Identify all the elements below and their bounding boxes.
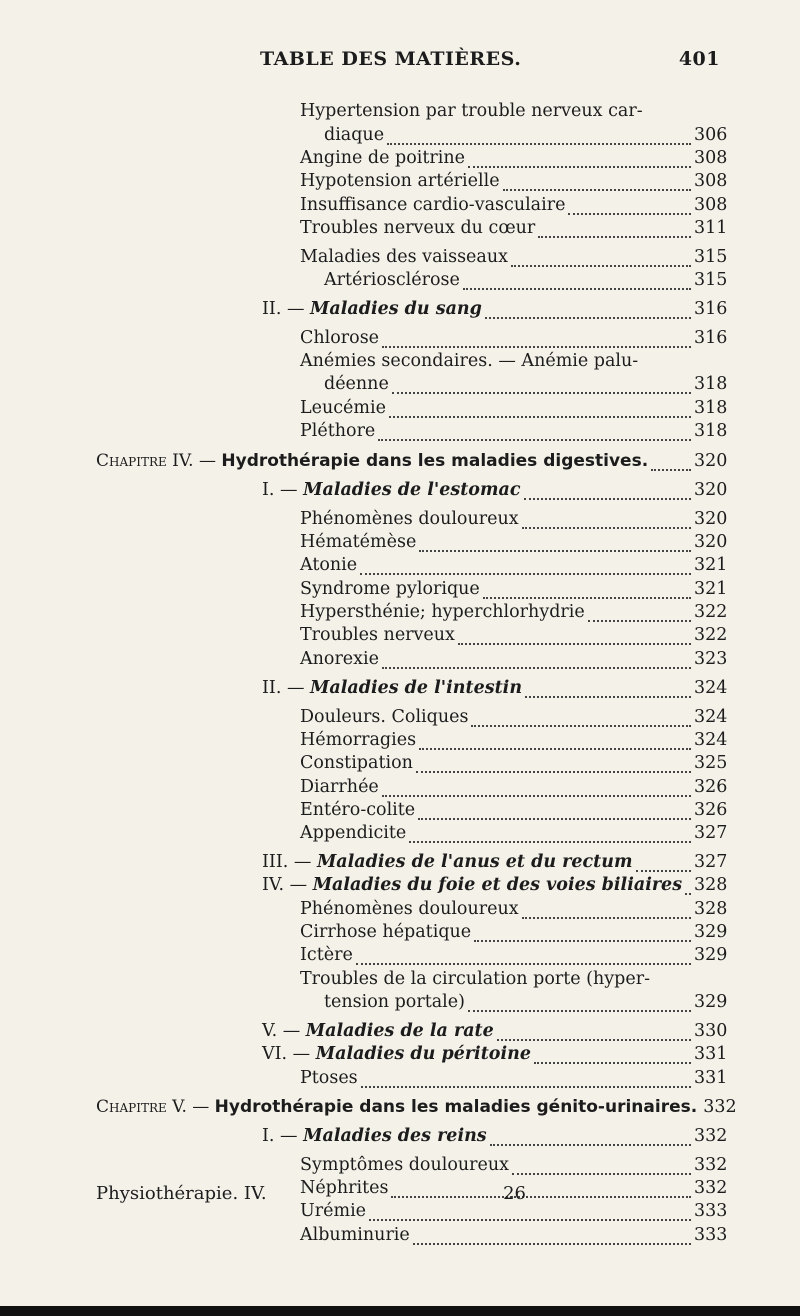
toc-entry-page: 332 (694, 1155, 728, 1175)
leader-dots (524, 484, 692, 500)
toc-entry-page: 320 (694, 532, 728, 552)
toc-entry-label: Appendicite (300, 823, 407, 843)
toc-entry (300, 531, 728, 553)
leader-dots (588, 606, 691, 622)
toc-entry-page: 308 (694, 171, 728, 191)
toc-entry (300, 624, 728, 646)
toc-entry-page: 318 (694, 421, 728, 441)
leader-dots (416, 757, 691, 773)
toc-entry (324, 269, 728, 291)
toc-entry-page: 327 (694, 823, 728, 843)
toc-entry-page: 321 (694, 555, 728, 575)
toc-entry-label: Hypotension artérielle (300, 171, 500, 191)
toc-entry (300, 968, 722, 990)
toc-entry-page: 322 (694, 625, 728, 645)
toc-entry-page: 329 (694, 992, 728, 1012)
leader-dots (490, 1130, 691, 1146)
toc-entry (300, 100, 722, 122)
toc-entry-page: 320 (694, 451, 728, 471)
toc-entry-label: Ptoses (300, 1068, 358, 1088)
toc-entry-label: Anorexie (300, 649, 379, 669)
leader-dots (503, 175, 691, 191)
leader-dots (418, 804, 691, 820)
leader-dots (356, 949, 691, 965)
toc-entry (300, 799, 728, 821)
toc-entry-page: 318 (694, 398, 728, 418)
toc-entry-label: Douleurs. Coliques (300, 707, 469, 727)
toc-entry (262, 677, 728, 699)
toc-entry-label: II. — Maladies de l'intestin (262, 678, 523, 698)
toc-entry-page: 326 (694, 800, 728, 820)
toc-entry-page: 327 (694, 852, 728, 872)
toc-entry (300, 921, 728, 943)
toc-entry-label: Atonie (300, 555, 358, 575)
toc-entry-page: 329 (694, 945, 728, 965)
toc-entry-page: 329 (694, 922, 728, 942)
leader-dots (522, 513, 691, 529)
leader-dots (382, 332, 691, 348)
toc-entry (300, 1154, 728, 1176)
toc-entry-label: Entéro-colite (300, 800, 416, 820)
toc-entry-page: 322 (694, 602, 728, 622)
toc-entry-label: Symptômes douloureux (300, 1155, 510, 1175)
toc-entry (262, 1020, 728, 1042)
toc-entry (262, 1043, 728, 1065)
toc-entry (300, 944, 728, 966)
toc-entry-label: Leucémie (300, 398, 386, 418)
toc-entry-label: Albuminurie (300, 1225, 410, 1245)
toc-entry-page: 328 (694, 875, 728, 895)
leader-dots (419, 536, 691, 552)
toc-entry (300, 752, 728, 774)
leader-dots (382, 781, 691, 797)
toc-entry-label: Hypersthénie; hyperchlorhydrie (300, 602, 585, 622)
toc-entry-page: 332 (694, 1178, 728, 1198)
toc-entry-label: Chapitre V. — Hydrothérapie dans les maladies génito-urinaires. (96, 1097, 698, 1117)
leader-dots (419, 734, 691, 750)
toc-entry-page: 315 (694, 247, 728, 267)
toc-entry-label: Phénomènes douloureux (300, 899, 519, 919)
leader-dots (392, 378, 691, 394)
toc-entry-page: 333 (694, 1201, 728, 1221)
toc-entry (300, 578, 728, 600)
toc-entry-label: Chapitre IV. — Hydrothérapie dans les maladies digestives. (96, 451, 649, 471)
toc-entry-label: Constipation (300, 753, 413, 773)
leader-dots (636, 856, 692, 872)
toc-entry-page: 311 (694, 218, 728, 238)
toc-entry-page: 316 (694, 328, 728, 348)
leader-dots (360, 559, 691, 575)
leader-dots (361, 1072, 691, 1088)
toc-entry-page: 320 (694, 480, 728, 500)
toc-entry (300, 898, 728, 920)
toc-entry-page: 324 (694, 730, 728, 750)
toc-entry-page: 308 (694, 148, 728, 168)
toc-entry (300, 508, 728, 530)
toc-entry-label: Cirrhose hépatique (300, 922, 472, 942)
toc-entry-page: 323 (694, 649, 728, 669)
toc-entry-label: Pléthore (300, 421, 376, 441)
leader-dots (391, 1182, 691, 1198)
toc-entry-page: 315 (694, 270, 728, 290)
toc-entry (300, 246, 728, 268)
toc-entry-page: 333 (694, 1225, 728, 1245)
toc-entry-page: 330 (694, 1021, 728, 1041)
leader-dots (387, 129, 691, 145)
toc-entry-page: 324 (694, 707, 728, 727)
toc-entry-label: Anémies secondaires. — Anémie palu- (300, 351, 639, 371)
toc-entry-page: 316 (694, 299, 728, 319)
leader-dots (522, 903, 691, 919)
leader-dots (471, 711, 691, 727)
leader-dots (468, 152, 691, 168)
toc-entry (300, 648, 728, 670)
toc-entry-label: VI. — Maladies du péritoine (262, 1044, 531, 1064)
toc-entry-page: 332 (703, 1097, 737, 1117)
toc-entry (262, 298, 728, 320)
toc-entry-page: 331 (694, 1068, 728, 1088)
toc-entry-page: 306 (694, 125, 728, 145)
toc-entry-page: 321 (694, 579, 728, 599)
toc-entry-label: Hématémèse (300, 532, 417, 552)
toc-entry-label: Phénomènes douloureux (300, 509, 519, 529)
toc-entry (300, 554, 728, 576)
toc-entry-label: I. — Maladies de l'estomac (262, 480, 521, 500)
toc-entry (324, 373, 728, 395)
toc-entry-page: 328 (694, 899, 728, 919)
leader-dots (369, 1205, 691, 1221)
toc-entry-label: Troubles nerveux (300, 625, 455, 645)
toc-entry (262, 479, 728, 501)
signature-mark: 26 (503, 1183, 526, 1204)
toc-entry-label: Néphrites (300, 1178, 389, 1198)
leader-dots (463, 274, 691, 290)
toc-entry-label: Troubles de la circulation porte (hyper- (300, 969, 650, 989)
toc-entry (300, 729, 728, 751)
running-head-title: TABLE DES MATIÈRES. (260, 48, 522, 70)
toc-entry-label: Urémie (300, 1201, 367, 1221)
toc-entry-label: déenne (324, 374, 389, 394)
leader-dots (497, 1025, 691, 1041)
leader-dots (511, 251, 691, 267)
toc-entry (300, 706, 728, 728)
toc-entry (300, 327, 728, 349)
toc-entry-label: tension portale) (324, 992, 465, 1012)
toc-entry (300, 1224, 728, 1246)
leader-dots (525, 682, 691, 698)
toc-entry-label: V. — Maladies de la rate (262, 1021, 494, 1041)
scan-edge-bar (0, 1306, 800, 1316)
toc-entry (96, 1096, 737, 1118)
toc-entry (324, 991, 728, 1013)
leader-dots (468, 996, 691, 1012)
leader-dots (382, 653, 691, 669)
toc-entry (300, 350, 722, 372)
toc-entry-page: 308 (694, 195, 728, 215)
toc-entry (300, 170, 728, 192)
leader-dots (651, 455, 691, 471)
toc-entry-label: Angine de poitrine (300, 148, 465, 168)
publication-title: Physiothérapie. IV. (96, 1183, 267, 1204)
leader-dots (568, 199, 691, 215)
toc-entry-label: Hypertension par trouble nerveux car- (300, 101, 643, 121)
toc-entry (300, 147, 728, 169)
leader-dots (458, 629, 691, 645)
toc-entry (262, 851, 728, 873)
toc-entry-page: 326 (694, 777, 728, 797)
toc-entry (96, 450, 728, 472)
toc-entry-page: 325 (694, 753, 728, 773)
toc-entry-label: Hémorragies (300, 730, 417, 750)
toc-entry-page: 318 (694, 374, 728, 394)
toc-entry-label: Artériosclérose (324, 270, 460, 290)
toc-entry-label: IV. — Maladies du foie et des voies biliaires (262, 875, 683, 895)
toc-entry (324, 124, 728, 146)
toc-entry-label: Diarrhée (300, 777, 379, 797)
toc-entry-label: Maladies des vaisseaux (300, 247, 508, 267)
toc-entry-label: Troubles nerveux du cœur (300, 218, 536, 238)
leader-dots (483, 583, 691, 599)
leader-dots (512, 1159, 691, 1175)
toc-entry-page: 320 (694, 509, 728, 529)
page-number: 401 (678, 48, 720, 70)
toc-entry-label: Ictère (300, 945, 353, 965)
leader-dots (538, 222, 691, 238)
toc-entry (300, 420, 728, 442)
toc-entry-label: I. — Maladies des reins (262, 1126, 487, 1146)
toc-entry-label: II. — Maladies du sang (262, 299, 482, 319)
leader-dots (409, 827, 691, 843)
toc-entry (300, 1067, 728, 1089)
toc-entry (300, 397, 728, 419)
leader-dots (534, 1048, 691, 1064)
leader-dots (389, 402, 691, 418)
toc-entry (262, 874, 728, 896)
toc-entry-label: diaque (324, 125, 385, 145)
leader-dots (474, 926, 691, 942)
toc-entry-label: Insuffisance cardio-vasculaire (300, 195, 566, 215)
toc-entry (300, 601, 728, 623)
toc-entry-label: III. — Maladies de l'anus et du rectum (262, 852, 633, 872)
toc-entry (262, 1125, 728, 1147)
toc-entry-page: 331 (694, 1044, 728, 1064)
toc-entry-page: 324 (694, 678, 728, 698)
leader-dots (485, 303, 691, 319)
leader-dots (413, 1229, 691, 1245)
toc-entry-page: 332 (694, 1126, 728, 1146)
leader-dots (685, 879, 691, 895)
toc-entry (300, 776, 728, 798)
toc-entry-label: Syndrome pylorique (300, 579, 480, 599)
toc-entry (300, 822, 728, 844)
leader-dots (378, 425, 691, 441)
toc-entry (300, 217, 728, 239)
toc-entry (300, 194, 728, 216)
toc-entry-label: Chlorose (300, 328, 380, 348)
